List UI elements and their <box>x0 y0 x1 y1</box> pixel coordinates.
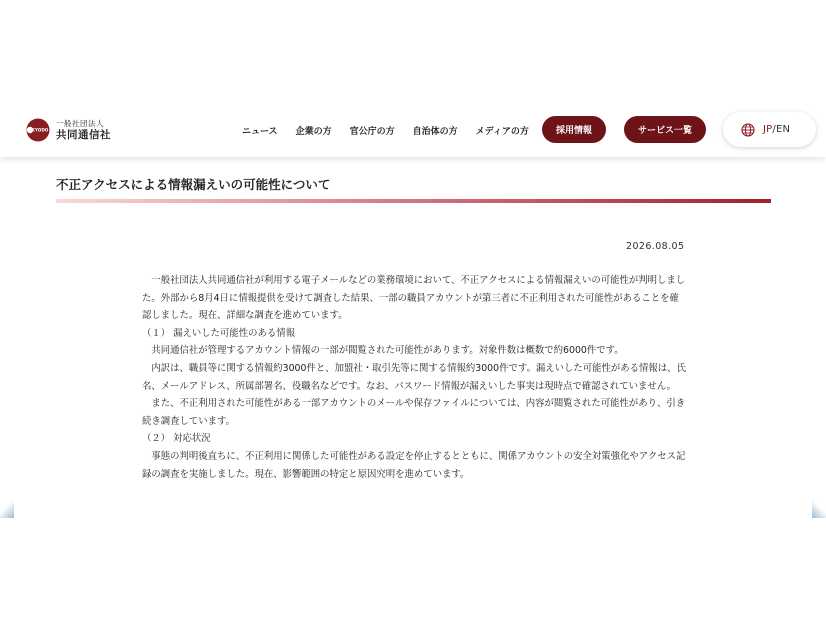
lang-jp[interactable]: JP <box>763 124 773 135</box>
viewport-corner <box>812 500 826 518</box>
article-paragraph: 内訳は、職員等に関する情報約3000件と、加盟社・取引先等に関する情報約3000件です。漏えいした可能性がある情報は、氏名、メールアドレス、所属部署名、役職名などです。なお、パスワード情報が漏えいした事実は現時点で確認されていません。 <box>142 362 686 392</box>
article-paragraph: また、不正利用された可能性がある一部アカウントのメールや保存ファイルについては、内容が閲覧された可能性があり、引き続き調査しています。 <box>142 398 686 427</box>
main-nav <box>242 103 547 157</box>
nav-municipalities[interactable]: 自治体の方 <box>412 126 458 137</box>
logo-title: 共同通信社 <box>56 128 111 141</box>
language-switcher[interactable] <box>723 112 816 147</box>
article-paragraph: 一般社団法人共同通信社が利用する電子メールなどの業務環境において、不正アクセスによる情報漏えいの可能性が判明しました。外部から8月4日に情報提供を受けて調査した結果、一部の職員アカウントが第三者に不正利用された可能性があることを確認しました。現在、詳細な調査を進めています。 <box>142 275 686 322</box>
section-heading: （２） 対応状況 <box>142 433 211 445</box>
nav-media[interactable]: メディアの方 <box>475 126 529 137</box>
nav-news[interactable]: ニュース <box>242 126 278 137</box>
svg-text:KYODO: KYODO <box>31 127 49 133</box>
browser-viewport <box>0 103 826 518</box>
recruit-button[interactable]: 採用情報 <box>542 116 606 143</box>
globe-icon <box>741 123 755 137</box>
article-body <box>142 272 687 483</box>
logo-wordmark <box>56 120 111 140</box>
article-paragraph: 事態の判明後直ちに、不正利用に関係した可能性がある設定を停止するとともに、関係アカウントの安全対策強化やアクセス記録の調査を実施しました。現在、影響範囲の特定と原因究明を進めています。 <box>142 450 686 480</box>
site-header <box>0 103 826 157</box>
nav-government[interactable]: 官公庁の方 <box>349 126 395 137</box>
lang-separator: / <box>772 124 776 135</box>
language-label <box>763 124 790 135</box>
publish-date: 2026.08.05 <box>626 241 685 252</box>
title-underline <box>56 199 771 203</box>
kyodo-logo-icon <box>24 118 52 142</box>
lang-en[interactable]: EN <box>775 124 791 135</box>
article-paragraph: 共同通信社が管理するアカウント情報の一部が閲覧された可能性があります。対象件数は概数で約6000件です。 <box>142 345 624 357</box>
section-heading: （１） 漏えいした可能性のある情報 <box>142 327 295 339</box>
viewport-corner <box>0 500 14 518</box>
page-title: 不正アクセスによる情報漏えいの可能性について <box>56 177 331 192</box>
site-logo[interactable] <box>24 117 111 143</box>
logo-subtitle: 一般社団法人 <box>56 119 104 128</box>
nav-companies[interactable]: 企業の方 <box>295 126 332 137</box>
services-button[interactable]: サービス一覧 <box>624 116 706 143</box>
